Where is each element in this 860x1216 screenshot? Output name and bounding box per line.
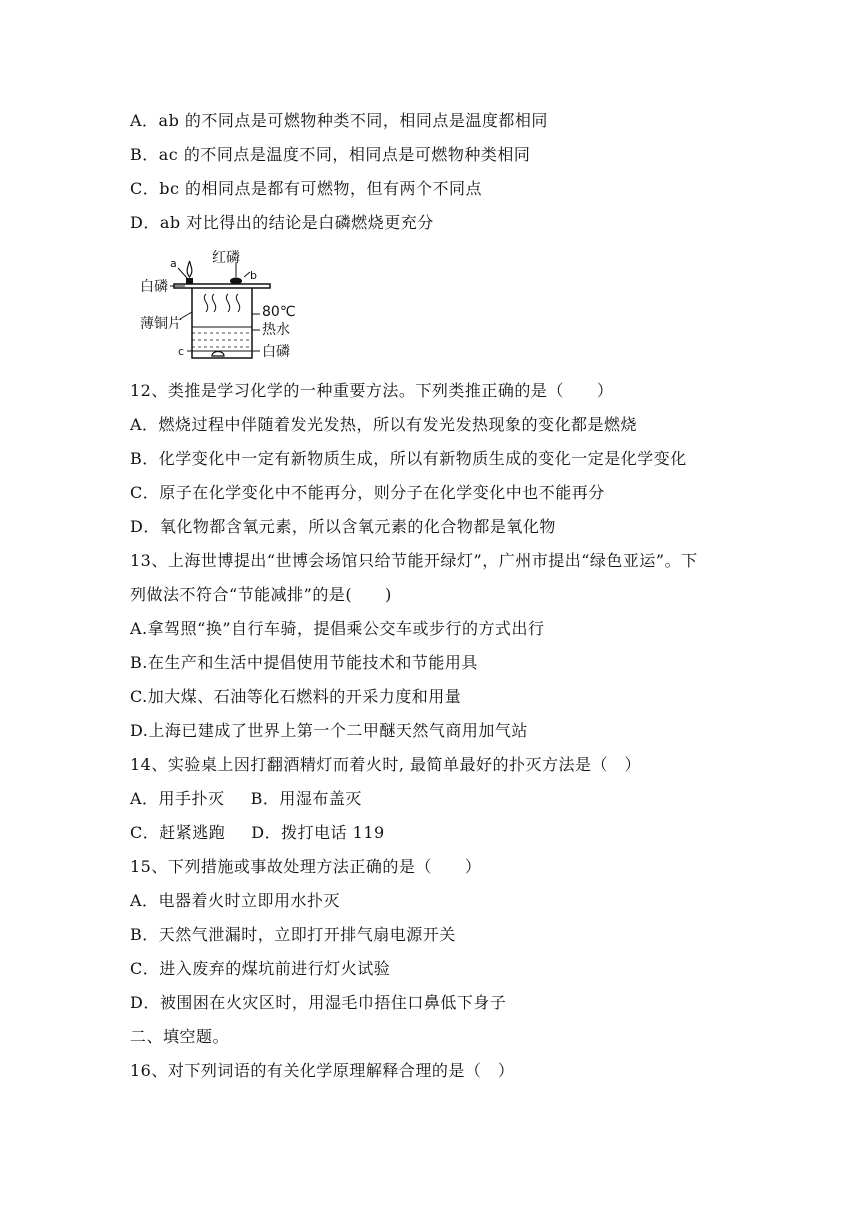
label-red-phosphorus: 红磷 <box>212 250 240 266</box>
q15-option-c: C．进入废弃的煤坑前进行灯火试验 <box>130 959 391 978</box>
q14-options-row1 <box>130 788 362 810</box>
copper-sheet-shape <box>174 284 270 288</box>
q14-option-c: C．赶紧逃跑 <box>130 823 226 842</box>
q15-stem: 15、下列措施或事故处理方法正确的是（ ） <box>130 857 482 876</box>
q11-option-c: C．bc 的相同点是都有可燃物，但有两个不同点 <box>130 179 483 198</box>
red-phosphorus-b-shape <box>230 278 242 285</box>
q12-option-a: A．燃烧过程中伴随着发光发热，所以有发光发热现象的变化都是燃烧 <box>130 415 638 434</box>
label-c: c <box>178 345 185 358</box>
q13-option-b: B.在生产和生活中提倡使用节能技术和节能用具 <box>130 653 478 672</box>
label-copper-sheet: 薄铜片 <box>140 316 182 332</box>
label-temperature: 80℃ <box>262 304 296 320</box>
combustion-experiment-figure <box>140 250 310 368</box>
q15-option-a: A．电器着火时立即用水扑灭 <box>130 891 341 910</box>
q12-option-d: D．氧化物都含氧元素，所以含氧元素的化合物都是氧化物 <box>130 517 556 536</box>
label-b: b <box>250 269 257 282</box>
q11-option-d: D．ab 对比得出的结论是白磷燃烧更充分 <box>130 213 434 232</box>
q13-stem-line2: 列做法不符合“节能减排”的是( ) <box>130 585 392 604</box>
q12-stem: 12、类推是学习化学的一种重要方法。下列类推正确的是（ ） <box>130 381 614 400</box>
q14-option-b: B．用湿布盖灭 <box>250 789 362 808</box>
q13-stem-line1: 13、上海世博提出“世博会场馆只给节能开绿灯”，广州市提出“绿色亚运”。下 <box>130 551 698 570</box>
q11-option-b: B．ac 的不同点是温度不同，相同点是可燃物种类相同 <box>130 145 531 164</box>
flame-icon <box>187 261 192 277</box>
q16-stem: 16、对下列词语的有关化学原理解释合理的是（ ） <box>130 1061 515 1080</box>
white-phosphorus-a-shape <box>186 278 193 284</box>
label-white-phosphorus-bottom: 白磷 <box>262 344 290 360</box>
label-a: a <box>170 257 177 270</box>
section-heading: 二、填空题。 <box>130 1027 230 1046</box>
q14-option-d: D．拨打电话 119 <box>251 823 385 842</box>
label-white-phosphorus-top: 白磷 <box>140 279 168 295</box>
q15-option-d: D．被围困在火灾区时，用湿毛巾捂住口鼻低下身子 <box>130 993 507 1012</box>
q13-option-a: A.拿驾照“换”自行车骑，提倡乘公交车或步行的方式出行 <box>130 619 545 638</box>
q14-stem: 14、实验桌上因打翻酒精灯而着火时, 最简单最好的扑灭方法是（ ） <box>130 755 642 774</box>
q14-option-a: A．用手扑灭 <box>130 789 225 808</box>
q15-option-b: B．天然气泄漏时，立即打开排气扇电源开关 <box>130 925 456 944</box>
q13-option-c: C.加大煤、石油等化石燃料的开采力度和用量 <box>130 687 462 706</box>
q13-option-d: D.上海已建成了世界上第一个二甲醚天然气商用加气站 <box>130 721 528 740</box>
label-hot-water: 热水 <box>262 322 290 338</box>
beaker-shape <box>192 288 252 358</box>
white-phosphorus-c-shape <box>212 352 224 357</box>
q12-option-c: C．原子在化学变化中不能再分，则分子在化学变化中也不能再分 <box>130 483 605 502</box>
q12-option-b: B．化学变化中一定有新物质生成，所以有新物质生成的变化一定是化学变化 <box>130 449 687 468</box>
q14-options-row2 <box>130 822 385 844</box>
q11-option-a: A．ab 的不同点是可燃物种类不同，相同点是温度都相同 <box>130 111 548 130</box>
